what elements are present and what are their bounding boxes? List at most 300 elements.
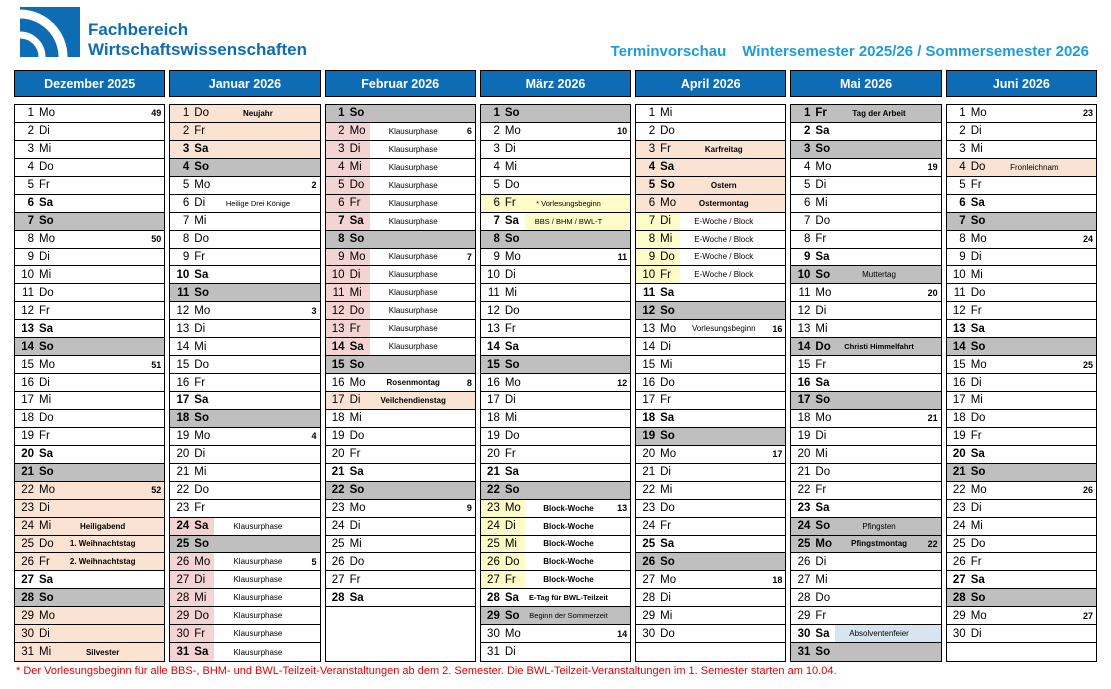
day-row — [791, 159, 940, 177]
day-row — [170, 123, 319, 141]
week-number — [457, 231, 475, 248]
day-cell — [791, 284, 835, 301]
weekday-label: So — [660, 304, 675, 317]
day-row — [170, 266, 319, 284]
day-note — [59, 625, 146, 642]
day-cell — [326, 392, 370, 409]
day-note — [59, 123, 146, 140]
week-number — [612, 643, 630, 661]
weekday-label: So — [349, 358, 365, 371]
week-number — [1078, 338, 1096, 355]
day-row — [791, 302, 940, 320]
week-number — [767, 518, 785, 535]
weekday-label: Do — [660, 125, 675, 138]
weekday-label: Fr — [660, 268, 671, 281]
month-column-februar-2026 — [325, 70, 476, 662]
day-row — [326, 159, 475, 177]
day-note — [680, 446, 767, 463]
day-number: 21 — [952, 466, 966, 479]
day-number: 12 — [176, 304, 190, 317]
day-row — [326, 266, 475, 284]
day-note — [835, 302, 922, 319]
week-number — [302, 213, 320, 230]
day-note — [835, 320, 922, 337]
day-row — [636, 607, 785, 625]
day-cell — [791, 177, 835, 194]
week-number — [1078, 320, 1096, 337]
day-cell — [326, 482, 370, 499]
day-note — [680, 464, 767, 481]
day-number: 8 — [338, 233, 345, 246]
week-number — [1078, 374, 1096, 391]
day-row — [15, 410, 164, 428]
day-cell — [15, 266, 59, 283]
day-note — [370, 553, 457, 570]
day-cell — [15, 195, 59, 212]
day-note — [370, 536, 457, 553]
weekday-label: So — [660, 430, 675, 443]
day-cell — [636, 392, 680, 409]
week-number — [146, 643, 164, 661]
week-number — [457, 482, 475, 499]
week-number — [1078, 249, 1096, 266]
weekday-label: Di — [39, 125, 50, 138]
day-note: E-Woche / Block — [694, 252, 754, 262]
weekday-label: Di — [504, 143, 516, 156]
day-row — [326, 177, 475, 195]
day-note — [59, 589, 146, 606]
week-number — [457, 302, 475, 319]
day-note — [835, 553, 922, 570]
week-number: 3 — [311, 305, 317, 316]
day-row — [15, 266, 164, 284]
weekday-label: Sa — [194, 646, 209, 659]
day-row — [15, 518, 164, 536]
weekday-label: Do — [194, 358, 209, 371]
day-row — [15, 571, 164, 589]
day-cell — [326, 500, 370, 517]
day-note — [59, 302, 146, 319]
day-cell — [636, 518, 680, 535]
weekday-label: Fr — [349, 573, 361, 586]
weekday-label: Fr — [39, 555, 50, 568]
day-row — [791, 553, 940, 571]
day-row — [326, 374, 475, 392]
day-number: 3 — [493, 143, 500, 156]
day-note — [991, 213, 1078, 230]
day-cell — [326, 141, 370, 158]
day-number: 29 — [176, 609, 190, 622]
faculty-name-line1: Fachbereich — [88, 20, 189, 39]
day-row — [170, 518, 319, 536]
day-row — [15, 141, 164, 159]
day-note — [214, 338, 301, 355]
week-number — [612, 482, 630, 499]
day-note — [525, 410, 612, 427]
day-row — [15, 643, 164, 661]
day-cell — [791, 428, 835, 445]
day-cell — [791, 266, 835, 283]
week-number — [1078, 392, 1096, 409]
day-number: 11 — [798, 286, 811, 299]
day-row — [791, 320, 940, 338]
week-number — [1078, 589, 1096, 606]
weekday-label: Sa — [39, 448, 54, 461]
weekday-label: Fr — [39, 430, 50, 443]
day-number: 28 — [176, 591, 190, 604]
day-row — [481, 195, 630, 213]
day-number: 16 — [21, 376, 34, 389]
day-note — [525, 284, 612, 301]
week-number — [612, 356, 630, 373]
day-row — [15, 123, 164, 141]
day-note — [525, 482, 612, 499]
day-cell — [326, 518, 370, 535]
day-cell — [170, 428, 214, 445]
week-number — [457, 428, 475, 445]
day-number: 25 — [642, 537, 656, 550]
weekday-label: So — [349, 107, 365, 120]
day-number: 30 — [642, 627, 656, 640]
weekday-label: Mi — [504, 412, 517, 425]
weekday-label: Mo — [970, 233, 987, 246]
weekday-label: Sa — [504, 466, 519, 479]
weekday-label: Fr — [660, 143, 671, 156]
day-row — [947, 589, 1096, 607]
day-cell — [791, 338, 835, 355]
day-number: 20 — [797, 448, 811, 461]
week-number: 11 — [617, 251, 628, 262]
footnote: * Der Vorlesungsbeginn für alle BBS-, BHM- und BWL-Teilzeit-Veranstaltungen ab dem 2. Semester. Die BWL-Teilzeit-Veranstaltungen im 1. Semester starten am 10.04. — [16, 665, 837, 677]
weekday-label: Mo — [660, 573, 677, 586]
day-cell — [791, 356, 835, 373]
weekday-label: Mi — [349, 412, 362, 425]
day-note — [525, 105, 612, 122]
weekday-label: Mo — [970, 107, 987, 120]
weekday-label: Mi — [349, 286, 362, 299]
day-number: 24 — [952, 520, 966, 533]
day-cell — [636, 159, 680, 176]
day-number: 25 — [487, 537, 500, 550]
day-cell — [636, 464, 680, 481]
day-cell — [15, 518, 59, 535]
day-note: Klausurphase — [233, 593, 283, 603]
day-number: 25 — [21, 537, 34, 550]
day-note — [680, 410, 767, 427]
day-number: 9 — [338, 250, 345, 263]
day-number: 20 — [487, 448, 500, 461]
weekday-label: Di — [815, 179, 827, 192]
day-row — [15, 302, 164, 320]
day-row — [170, 374, 319, 392]
day-cell — [636, 571, 680, 588]
day-cell — [947, 159, 991, 176]
weekday-label: So — [349, 233, 365, 246]
day-row — [947, 392, 1096, 410]
day-row — [326, 213, 475, 231]
day-number: 14 — [642, 340, 656, 353]
day-cell — [326, 302, 370, 319]
day-number: 7 — [338, 215, 345, 228]
day-note — [59, 338, 146, 355]
day-note — [991, 302, 1078, 319]
weekday-label: Sa — [970, 322, 985, 335]
weekday-label: Mi — [660, 358, 673, 371]
day-row — [947, 231, 1096, 249]
weekday-label: Mo — [504, 502, 521, 515]
week-number — [1078, 159, 1096, 176]
day-row — [636, 266, 785, 284]
day-row — [947, 177, 1096, 195]
weekday-label: Mo — [970, 609, 987, 622]
day-number: 26 — [331, 555, 345, 568]
week-number — [923, 266, 941, 283]
day-row — [481, 571, 630, 589]
day-number: 13 — [797, 322, 811, 335]
weekday-label: Sa — [39, 573, 54, 586]
day-row — [170, 607, 319, 625]
empty-row — [947, 643, 1096, 661]
day-note — [680, 302, 767, 319]
day-cell — [326, 410, 370, 427]
month-body-februar-2026 — [325, 104, 476, 662]
day-note — [370, 571, 457, 588]
day-cell — [636, 553, 680, 570]
day-row — [170, 392, 319, 410]
day-cell — [791, 553, 835, 570]
day-number: 21 — [642, 466, 656, 479]
weekday-label: Fr — [504, 197, 516, 210]
week-number: 21 — [927, 413, 938, 424]
day-row — [791, 500, 940, 518]
day-row — [326, 249, 475, 267]
page-header — [0, 0, 1111, 66]
weekday-label: Fr — [194, 627, 206, 640]
day-number: 20 — [331, 448, 345, 461]
day-note — [835, 141, 922, 158]
day-row — [481, 374, 630, 392]
day-note — [525, 392, 612, 409]
weekday-label: Mo — [504, 125, 521, 138]
day-row — [481, 464, 630, 482]
week-number — [302, 410, 320, 427]
week-number — [146, 266, 164, 283]
weekday-label: Do — [39, 412, 54, 425]
day-cell — [947, 500, 991, 517]
day-note — [59, 356, 146, 373]
day-note: E-Tag für BWL-Teilzeit — [529, 593, 608, 603]
day-row — [15, 213, 164, 231]
week-number — [302, 231, 320, 248]
week-number — [923, 213, 941, 230]
week-number — [457, 392, 475, 409]
week-number: 8 — [466, 377, 472, 388]
day-cell — [947, 589, 991, 606]
day-cell — [326, 446, 370, 463]
day-number: 15 — [21, 358, 34, 371]
day-row — [481, 553, 630, 571]
day-row — [636, 374, 785, 392]
day-cell — [15, 428, 59, 445]
day-cell — [791, 464, 835, 481]
day-note — [835, 159, 922, 176]
week-number — [302, 141, 320, 158]
day-number: 27 — [487, 573, 500, 586]
weekday-label: Mi — [970, 520, 983, 533]
day-row — [15, 231, 164, 249]
weekday-label: Mo — [39, 107, 55, 120]
weekday-label: Do — [660, 502, 675, 515]
day-number: 12 — [21, 304, 34, 317]
day-cell — [170, 589, 214, 606]
day-row — [947, 284, 1096, 302]
week-number — [1078, 428, 1096, 445]
day-number: 19 — [642, 430, 656, 443]
week-number — [302, 536, 320, 553]
week-number: 23 — [1082, 108, 1093, 119]
weekday-label: Mo — [504, 627, 521, 640]
week-number — [1078, 536, 1096, 553]
day-number: 30 — [21, 627, 34, 640]
day-row — [791, 141, 940, 159]
day-cell — [947, 231, 991, 248]
week-number — [457, 213, 475, 230]
week-number — [767, 536, 785, 553]
day-cell — [326, 374, 370, 391]
day-number: 25 — [952, 537, 966, 550]
weekday-label: Di — [504, 520, 516, 533]
day-row — [636, 320, 785, 338]
day-note — [214, 320, 301, 337]
day-cell — [326, 428, 370, 445]
title-semesters: Wintersemester 2025/26 / Sommersemester 2026 — [742, 43, 1089, 60]
weekday-label: So — [194, 537, 209, 550]
day-cell — [947, 571, 991, 588]
day-cell — [636, 536, 680, 553]
day-row — [947, 320, 1096, 338]
weekday-label: Mo — [39, 233, 55, 246]
day-note — [59, 428, 146, 445]
day-note: Klausurphase — [388, 144, 438, 154]
day-cell — [170, 177, 214, 194]
month-body-april-2026 — [635, 104, 786, 662]
day-number: 4 — [648, 161, 656, 174]
day-note — [525, 338, 612, 355]
day-row — [326, 571, 475, 589]
day-note: 2. Weihnachtstag — [69, 557, 136, 567]
day-number: 1 — [338, 107, 345, 120]
day-number: 21 — [331, 466, 345, 479]
day-cell — [481, 410, 525, 427]
day-cell — [481, 284, 525, 301]
day-cell — [326, 356, 370, 373]
day-cell — [791, 213, 835, 230]
day-note — [680, 482, 767, 499]
day-cell — [15, 177, 59, 194]
week-number — [146, 518, 164, 535]
day-number: 12 — [642, 304, 656, 317]
day-number: 28 — [952, 591, 966, 604]
day-cell — [15, 284, 59, 301]
week-number — [146, 159, 164, 176]
day-row — [947, 105, 1096, 123]
day-note — [991, 410, 1078, 427]
day-row — [326, 518, 475, 536]
week-number — [1078, 266, 1096, 283]
day-row — [15, 589, 164, 607]
day-number: 25 — [331, 537, 345, 550]
week-number — [923, 607, 941, 624]
empty-row — [326, 643, 475, 661]
day-cell — [326, 195, 370, 212]
weekday-label: Fr — [970, 304, 982, 317]
day-number: 7 — [493, 215, 500, 228]
day-note — [835, 482, 922, 499]
day-row — [947, 249, 1096, 267]
week-number — [923, 482, 941, 499]
weekday-label: Di — [970, 502, 982, 515]
week-number — [1078, 464, 1096, 481]
week-number: 51 — [151, 359, 162, 370]
day-number: 10 — [797, 268, 811, 281]
day-cell — [170, 607, 214, 624]
day-note — [214, 213, 301, 230]
day-number: 17 — [642, 394, 656, 407]
week-number — [146, 141, 164, 158]
day-number: 11 — [22, 286, 34, 299]
day-row — [791, 374, 940, 392]
day-row — [15, 625, 164, 643]
day-number: 6 — [804, 197, 811, 210]
week-number: 26 — [1082, 485, 1093, 496]
weekday-label: Mi — [194, 591, 207, 604]
week-number — [767, 589, 785, 606]
weekday-label: Mo — [815, 412, 832, 425]
day-number: 18 — [952, 412, 966, 425]
week-number: 5 — [311, 556, 317, 567]
day-cell — [170, 302, 214, 319]
weekday-label: So — [194, 412, 209, 425]
day-note — [680, 589, 767, 606]
week-number — [302, 105, 320, 122]
day-number: 9 — [648, 250, 656, 263]
day-number: 29 — [21, 609, 34, 622]
week-number — [457, 464, 475, 481]
day-cell — [791, 571, 835, 588]
week-number — [923, 500, 941, 517]
week-number: 16 — [772, 323, 783, 334]
weekday-label: Mi — [970, 394, 983, 407]
day-cell — [947, 482, 991, 499]
day-number: 12 — [952, 304, 966, 317]
week-number — [302, 284, 320, 301]
day-note — [59, 159, 146, 176]
week-number — [302, 266, 320, 283]
day-note — [525, 625, 612, 642]
weekday-label: So — [194, 286, 209, 299]
day-note — [525, 177, 612, 194]
week-number — [767, 410, 785, 427]
day-cell — [481, 231, 525, 248]
day-number: 6 — [338, 197, 345, 210]
day-number: 7 — [959, 215, 966, 228]
day-note — [991, 266, 1078, 283]
day-cell — [170, 195, 214, 212]
day-row — [481, 338, 630, 356]
day-number: 4 — [338, 161, 345, 174]
day-number: 3 — [804, 143, 811, 156]
week-number — [612, 553, 630, 570]
